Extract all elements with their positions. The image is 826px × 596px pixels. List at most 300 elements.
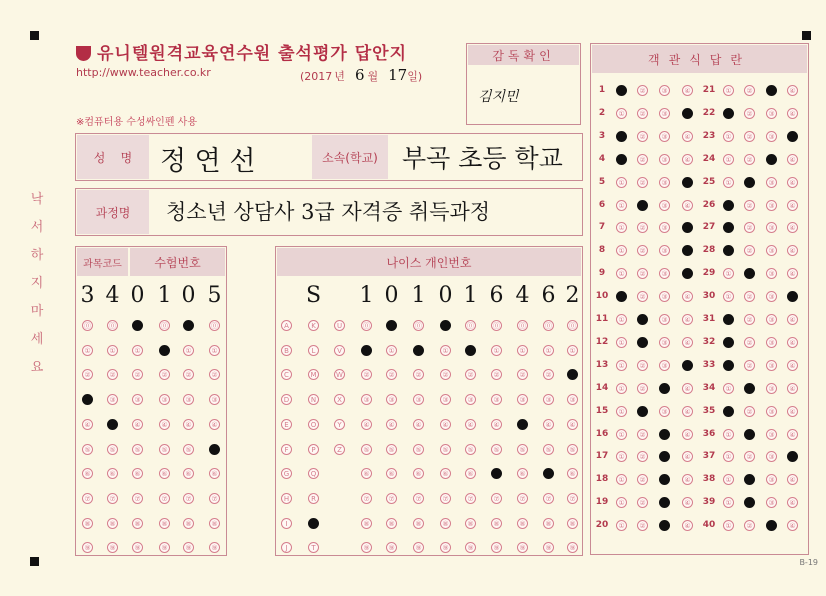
neis-digit-bubble[interactable]: ②	[413, 369, 424, 380]
neis-digit-bubble[interactable]: ②	[465, 369, 476, 380]
answer-bubble[interactable]: ②	[637, 451, 648, 462]
answer-bubble[interactable]: ②	[744, 268, 755, 279]
neis-digit-bubble[interactable]: ③	[465, 394, 476, 405]
answer-bubble[interactable]: ①	[616, 154, 627, 165]
course-code-bubble[interactable]: ①	[132, 345, 143, 356]
answer-bubble[interactable]: ③	[766, 268, 777, 279]
answer-bubble[interactable]: ②	[744, 85, 755, 96]
neis-digit-bubble[interactable]: ②	[440, 369, 451, 380]
neis-digit-bubble[interactable]: ④	[543, 419, 554, 430]
answer-bubble[interactable]: ④	[787, 360, 798, 371]
answer-bubble[interactable]: ③	[766, 85, 777, 96]
answer-bubble[interactable]: ④	[682, 474, 693, 485]
answer-bubble[interactable]: ④	[787, 451, 798, 462]
answer-bubble[interactable]: ④	[682, 154, 693, 165]
course-code-bubble[interactable]: ⑧	[183, 518, 194, 529]
neis-digit-bubble[interactable]: ⑥	[440, 468, 451, 479]
answer-bubble[interactable]: ③	[659, 406, 670, 417]
neis-digit-bubble[interactable]: ⓪	[467, 322, 474, 330]
answer-bubble[interactable]: ①	[616, 291, 627, 302]
answer-bubble[interactable]: ③	[766, 429, 777, 440]
answer-bubble[interactable]: ①	[723, 520, 734, 531]
answer-bubble[interactable]: ②	[744, 474, 755, 485]
answer-bubble[interactable]: ②	[637, 200, 648, 211]
answer-bubble[interactable]: ①	[723, 177, 734, 188]
answer-bubble[interactable]: ④	[787, 154, 798, 165]
course-code-bubble[interactable]: ⑨	[183, 542, 194, 553]
neis-digit-bubble[interactable]: ⑥	[517, 468, 528, 479]
neis-digit-bubble[interactable]: ④	[440, 419, 451, 430]
answer-bubble[interactable]: ④	[787, 337, 798, 348]
answer-bubble[interactable]: ②	[637, 474, 648, 485]
answer-bubble[interactable]: ①	[723, 429, 734, 440]
neis-digit-bubble[interactable]: ①	[440, 345, 451, 356]
answer-bubble[interactable]: ③	[766, 451, 777, 462]
course-code-bubble[interactable]: ③	[159, 394, 170, 405]
neis-digit-bubble[interactable]: ①	[567, 345, 578, 356]
answer-bubble[interactable]: ④	[787, 383, 798, 394]
neis-letter-bubble[interactable]: N	[308, 394, 319, 405]
course-code-bubble[interactable]: ⓪	[161, 322, 168, 330]
neis-digit-bubble[interactable]: ⑧	[440, 518, 451, 529]
neis-digit-bubble[interactable]: ⑤	[386, 444, 397, 455]
answer-bubble[interactable]: ③	[766, 520, 777, 531]
answer-bubble[interactable]: ②	[744, 360, 755, 371]
course-code-bubble[interactable]: ⑦	[132, 493, 143, 504]
answer-bubble[interactable]: ③	[659, 222, 670, 233]
neis-digit-bubble[interactable]: ⑧	[465, 518, 476, 529]
neis-digit-bubble[interactable]: ①	[386, 345, 397, 356]
course-code-bubble[interactable]: ②	[107, 369, 118, 380]
neis-digit-bubble[interactable]: ⑧	[543, 518, 554, 529]
course-code-bubble[interactable]: ②	[209, 369, 220, 380]
course-code-bubble[interactable]: ①	[82, 345, 93, 356]
neis-digit-bubble[interactable]: ⑤	[361, 444, 372, 455]
answer-bubble[interactable]: ①	[723, 245, 734, 256]
course-code-bubble[interactable]: ⓪	[134, 322, 141, 330]
answer-bubble[interactable]: ②	[744, 131, 755, 142]
answer-bubble[interactable]: ②	[637, 429, 648, 440]
answer-bubble[interactable]: ③	[659, 85, 670, 96]
answer-bubble[interactable]: ③	[659, 474, 670, 485]
answer-bubble[interactable]: ①	[723, 474, 734, 485]
neis-letter-bubble[interactable]: J	[281, 542, 292, 553]
neis-digit-bubble[interactable]: ④	[413, 419, 424, 430]
neis-digit-bubble[interactable]: ④	[465, 419, 476, 430]
neis-digit-bubble[interactable]: ⑦	[567, 493, 578, 504]
answer-bubble[interactable]: ②	[637, 268, 648, 279]
answer-bubble[interactable]: ④	[682, 245, 693, 256]
neis-letter-bubble[interactable]: R	[308, 493, 319, 504]
neis-letter-bubble[interactable]: I	[281, 518, 292, 529]
course-code-bubble[interactable]: ⓪	[211, 322, 218, 330]
answer-bubble[interactable]: ④	[787, 520, 798, 531]
answer-bubble[interactable]: ②	[637, 497, 648, 508]
answer-bubble[interactable]: ④	[682, 383, 693, 394]
course-code-bubble[interactable]: ⑥	[159, 468, 170, 479]
course-code-bubble[interactable]: ①	[183, 345, 194, 356]
answer-bubble[interactable]: ①	[723, 200, 734, 211]
neis-letter-bubble[interactable]: P	[308, 444, 319, 455]
answer-bubble[interactable]: ①	[616, 85, 627, 96]
answer-bubble[interactable]: ②	[744, 222, 755, 233]
neis-digit-bubble[interactable]: ⑧	[517, 518, 528, 529]
neis-digit-bubble[interactable]: ②	[386, 369, 397, 380]
answer-bubble[interactable]: ④	[682, 291, 693, 302]
course-code-bubble[interactable]: ⑤	[132, 444, 143, 455]
answer-bubble[interactable]: ④	[682, 497, 693, 508]
answer-bubble[interactable]: ②	[637, 291, 648, 302]
neis-letter-bubble[interactable]: Y	[334, 419, 345, 430]
course-code-bubble[interactable]: ②	[82, 369, 93, 380]
answer-bubble[interactable]: ②	[744, 314, 755, 325]
neis-digit-bubble[interactable]: ⑦	[491, 493, 502, 504]
answer-bubble[interactable]: ④	[787, 108, 798, 119]
answer-bubble[interactable]: ③	[659, 108, 670, 119]
answer-bubble[interactable]: ④	[787, 314, 798, 325]
neis-digit-bubble[interactable]: ③	[386, 394, 397, 405]
neis-digit-bubble[interactable]: ③	[361, 394, 372, 405]
answer-bubble[interactable]: ①	[616, 383, 627, 394]
neis-digit-bubble[interactable]: ④	[567, 419, 578, 430]
answer-bubble[interactable]: ①	[616, 451, 627, 462]
neis-digit-bubble[interactable]: ②	[567, 369, 578, 380]
neis-letter-bubble[interactable]: O	[308, 419, 319, 430]
answer-bubble[interactable]: ①	[723, 383, 734, 394]
neis-digit-bubble[interactable]: ⑥	[543, 468, 554, 479]
answer-bubble[interactable]: ③	[766, 177, 777, 188]
answer-bubble[interactable]: ④	[787, 85, 798, 96]
neis-digit-bubble[interactable]: ⓪	[363, 322, 370, 330]
answer-bubble[interactable]: ④	[682, 451, 693, 462]
neis-digit-bubble[interactable]: ①	[491, 345, 502, 356]
neis-digit-bubble[interactable]: ⑦	[465, 493, 476, 504]
neis-digit-bubble[interactable]: ⓪	[545, 322, 552, 330]
answer-bubble[interactable]: ④	[787, 291, 798, 302]
course-code-bubble[interactable]: ⑥	[183, 468, 194, 479]
answer-bubble[interactable]: ①	[723, 131, 734, 142]
neis-letter-bubble[interactable]: W	[334, 369, 345, 380]
answer-bubble[interactable]: ①	[723, 268, 734, 279]
answer-bubble[interactable]: ②	[637, 314, 648, 325]
neis-digit-bubble[interactable]: ⓪	[442, 322, 449, 330]
answer-bubble[interactable]: ②	[637, 108, 648, 119]
neis-digit-bubble[interactable]: ⑨	[440, 542, 451, 553]
answer-bubble[interactable]: ④	[787, 222, 798, 233]
course-code-bubble[interactable]: ⑤	[209, 444, 220, 455]
neis-digit-bubble[interactable]: ③	[543, 394, 554, 405]
neis-letter-bubble[interactable]: C	[281, 369, 292, 380]
course-code-bubble[interactable]: ⑤	[82, 444, 93, 455]
answer-bubble[interactable]: ③	[659, 314, 670, 325]
answer-bubble[interactable]: ④	[682, 520, 693, 531]
neis-digit-bubble[interactable]: ⑨	[543, 542, 554, 553]
answer-bubble[interactable]: ①	[723, 337, 734, 348]
neis-letter-bubble[interactable]: A	[281, 320, 292, 331]
neis-digit-bubble[interactable]: ⑤	[567, 444, 578, 455]
answer-bubble[interactable]: ①	[723, 451, 734, 462]
neis-digit-bubble[interactable]: ⑥	[465, 468, 476, 479]
course-code-bubble[interactable]: ③	[107, 394, 118, 405]
answer-bubble[interactable]: ②	[637, 360, 648, 371]
answer-bubble[interactable]: ④	[682, 85, 693, 96]
answer-bubble[interactable]: ②	[744, 337, 755, 348]
answer-bubble[interactable]: ①	[723, 406, 734, 417]
answer-bubble[interactable]: ③	[766, 108, 777, 119]
course-code-bubble[interactable]: ①	[209, 345, 220, 356]
answer-bubble[interactable]: ②	[637, 406, 648, 417]
answer-bubble[interactable]: ②	[637, 222, 648, 233]
course-code-bubble[interactable]: ⑥	[107, 468, 118, 479]
answer-bubble[interactable]: ④	[682, 337, 693, 348]
answer-bubble[interactable]: ③	[659, 429, 670, 440]
neis-digit-bubble[interactable]: ⑨	[567, 542, 578, 553]
answer-bubble[interactable]: ②	[744, 291, 755, 302]
neis-digit-bubble[interactable]: ⑨	[517, 542, 528, 553]
answer-bubble[interactable]: ③	[659, 291, 670, 302]
answer-bubble[interactable]: ①	[616, 360, 627, 371]
course-code-bubble[interactable]: ⑤	[183, 444, 194, 455]
course-code-bubble[interactable]: ⑤	[107, 444, 118, 455]
neis-digit-bubble[interactable]: ⑤	[413, 444, 424, 455]
answer-bubble[interactable]: ④	[787, 497, 798, 508]
neis-digit-bubble[interactable]: ②	[491, 369, 502, 380]
answer-bubble[interactable]: ①	[616, 474, 627, 485]
answer-bubble[interactable]: ①	[616, 337, 627, 348]
answer-bubble[interactable]: ③	[766, 245, 777, 256]
neis-digit-bubble[interactable]: ⑦	[386, 493, 397, 504]
answer-bubble[interactable]: ①	[616, 108, 627, 119]
course-code-bubble[interactable]: ②	[183, 369, 194, 380]
course-code-bubble[interactable]: ④	[107, 419, 118, 430]
neis-digit-bubble[interactable]: ④	[491, 419, 502, 430]
answer-bubble[interactable]: ②	[744, 245, 755, 256]
neis-digit-bubble[interactable]: ⑦	[440, 493, 451, 504]
answer-bubble[interactable]: ①	[616, 520, 627, 531]
neis-digit-bubble[interactable]: ⑧	[567, 518, 578, 529]
neis-letter-bubble[interactable]: E	[281, 419, 292, 430]
answer-bubble[interactable]: ④	[682, 268, 693, 279]
answer-bubble[interactable]: ④	[682, 360, 693, 371]
answer-bubble[interactable]: ①	[616, 429, 627, 440]
answer-bubble[interactable]: ③	[659, 131, 670, 142]
answer-bubble[interactable]: ③	[659, 154, 670, 165]
neis-digit-bubble[interactable]: ⑨	[386, 542, 397, 553]
neis-digit-bubble[interactable]: ⑧	[491, 518, 502, 529]
neis-digit-bubble[interactable]: ⑦	[517, 493, 528, 504]
answer-bubble[interactable]: ②	[637, 520, 648, 531]
answer-bubble[interactable]: ④	[787, 200, 798, 211]
neis-digit-bubble[interactable]: ⑨	[413, 542, 424, 553]
neis-digit-bubble[interactable]: ⑧	[386, 518, 397, 529]
neis-digit-bubble[interactable]: ⑤	[543, 444, 554, 455]
answer-bubble[interactable]: ①	[723, 291, 734, 302]
answer-bubble[interactable]: ②	[637, 154, 648, 165]
neis-digit-bubble[interactable]: ①	[517, 345, 528, 356]
neis-digit-bubble[interactable]: ⑨	[361, 542, 372, 553]
answer-bubble[interactable]: ④	[682, 314, 693, 325]
course-code-bubble[interactable]: ⑥	[82, 468, 93, 479]
answer-bubble[interactable]: ①	[723, 314, 734, 325]
answer-bubble[interactable]: ①	[616, 497, 627, 508]
answer-bubble[interactable]: ③	[659, 451, 670, 462]
neis-digit-bubble[interactable]: ③	[413, 394, 424, 405]
neis-digit-bubble[interactable]: ⓪	[493, 322, 500, 330]
course-code-bubble[interactable]: ④	[183, 419, 194, 430]
answer-bubble[interactable]: ①	[616, 406, 627, 417]
answer-bubble[interactable]: ①	[616, 268, 627, 279]
course-code-bubble[interactable]: ②	[132, 369, 143, 380]
course-code-bubble[interactable]: ⑨	[209, 542, 220, 553]
neis-letter-bubble[interactable]: Z	[334, 444, 345, 455]
neis-digit-bubble[interactable]: ⑦	[543, 493, 554, 504]
answer-bubble[interactable]: ④	[787, 429, 798, 440]
neis-digit-bubble[interactable]: ⑥	[567, 468, 578, 479]
answer-bubble[interactable]: ①	[616, 131, 627, 142]
answer-bubble[interactable]: ①	[616, 200, 627, 211]
answer-bubble[interactable]: ①	[723, 154, 734, 165]
course-code-bubble[interactable]: ⑦	[82, 493, 93, 504]
course-code-bubble[interactable]: ⑨	[132, 542, 143, 553]
neis-digit-bubble[interactable]: ③	[440, 394, 451, 405]
answer-bubble[interactable]: ③	[659, 268, 670, 279]
neis-digit-bubble[interactable]: ⑥	[361, 468, 372, 479]
answer-bubble[interactable]: ②	[744, 108, 755, 119]
answer-bubble[interactable]: ②	[744, 383, 755, 394]
answer-bubble[interactable]: ②	[637, 177, 648, 188]
neis-digit-bubble[interactable]: ②	[543, 369, 554, 380]
neis-letter-bubble[interactable]: D	[281, 394, 292, 405]
neis-letter-bubble[interactable]: S	[308, 518, 319, 529]
neis-digit-bubble[interactable]: ⑥	[413, 468, 424, 479]
answer-bubble[interactable]: ①	[723, 360, 734, 371]
neis-digit-bubble[interactable]: ②	[361, 369, 372, 380]
answer-bubble[interactable]: ②	[744, 451, 755, 462]
course-code-bubble[interactable]: ④	[132, 419, 143, 430]
neis-letter-bubble[interactable]: M	[308, 369, 319, 380]
course-code-bubble[interactable]: ②	[159, 369, 170, 380]
neis-digit-bubble[interactable]: ②	[517, 369, 528, 380]
neis-digit-bubble[interactable]: ⑦	[361, 493, 372, 504]
answer-bubble[interactable]: ①	[723, 497, 734, 508]
course-code-bubble[interactable]: ⓪	[185, 322, 192, 330]
course-code-bubble[interactable]: ⑥	[209, 468, 220, 479]
answer-bubble[interactable]: ③	[766, 360, 777, 371]
neis-letter-bubble[interactable]: Q	[308, 468, 319, 479]
neis-digit-bubble[interactable]: ⑧	[361, 518, 372, 529]
course-code-bubble[interactable]: ③	[82, 394, 93, 405]
answer-bubble[interactable]: ②	[637, 85, 648, 96]
course-code-bubble[interactable]: ⑦	[159, 493, 170, 504]
neis-digit-bubble[interactable]: ③	[491, 394, 502, 405]
answer-bubble[interactable]: ②	[637, 245, 648, 256]
answer-bubble[interactable]: ③	[766, 222, 777, 233]
answer-bubble[interactable]: ③	[659, 383, 670, 394]
answer-bubble[interactable]: ④	[787, 268, 798, 279]
answer-bubble[interactable]: ④	[787, 406, 798, 417]
answer-bubble[interactable]: ③	[659, 520, 670, 531]
answer-bubble[interactable]: ③	[766, 497, 777, 508]
answer-bubble[interactable]: ②	[744, 154, 755, 165]
answer-bubble[interactable]: ③	[766, 291, 777, 302]
neis-letter-bubble[interactable]: F	[281, 444, 292, 455]
answer-bubble[interactable]: ②	[637, 337, 648, 348]
answer-bubble[interactable]: ③	[766, 131, 777, 142]
neis-digit-bubble[interactable]: ⑨	[465, 542, 476, 553]
answer-bubble[interactable]: ③	[766, 383, 777, 394]
course-code-bubble[interactable]: ⑦	[107, 493, 118, 504]
answer-bubble[interactable]: ③	[659, 177, 670, 188]
answer-bubble[interactable]: ④	[682, 222, 693, 233]
answer-bubble[interactable]: ③	[766, 314, 777, 325]
neis-letter-bubble[interactable]: G	[281, 468, 292, 479]
neis-digit-bubble[interactable]: ⑤	[440, 444, 451, 455]
answer-bubble[interactable]: ②	[744, 429, 755, 440]
neis-letter-bubble[interactable]: L	[308, 345, 319, 356]
course-code-bubble[interactable]: ⑤	[159, 444, 170, 455]
neis-digit-bubble[interactable]: ①	[361, 345, 372, 356]
neis-digit-bubble[interactable]: ⑨	[491, 542, 502, 553]
course-code-bubble[interactable]: ③	[132, 394, 143, 405]
neis-digit-bubble[interactable]: ③	[567, 394, 578, 405]
neis-letter-bubble[interactable]: B	[281, 345, 292, 356]
neis-letter-bubble[interactable]: X	[334, 394, 345, 405]
answer-bubble[interactable]: ③	[766, 337, 777, 348]
neis-letter-bubble[interactable]: H	[281, 493, 292, 504]
answer-bubble[interactable]: ②	[744, 520, 755, 531]
answer-bubble[interactable]: ①	[723, 108, 734, 119]
answer-bubble[interactable]: ④	[787, 131, 798, 142]
answer-bubble[interactable]: ①	[723, 85, 734, 96]
answer-bubble[interactable]: ②	[744, 200, 755, 211]
neis-letter-bubble[interactable]: V	[334, 345, 345, 356]
answer-bubble[interactable]: ②	[744, 177, 755, 188]
answer-bubble[interactable]: ④	[787, 245, 798, 256]
neis-digit-bubble[interactable]: ⑤	[465, 444, 476, 455]
answer-bubble[interactable]: ④	[682, 406, 693, 417]
neis-digit-bubble[interactable]: ⑤	[517, 444, 528, 455]
neis-letter-bubble[interactable]: U	[334, 320, 345, 331]
course-code-bubble[interactable]: ④	[82, 419, 93, 430]
neis-digit-bubble[interactable]: ①	[413, 345, 424, 356]
answer-bubble[interactable]: ②	[637, 131, 648, 142]
neis-digit-bubble[interactable]: ⑦	[413, 493, 424, 504]
course-code-bubble[interactable]: ①	[159, 345, 170, 356]
neis-digit-bubble[interactable]: ⓪	[388, 322, 395, 330]
course-code-bubble[interactable]: ⑧	[107, 518, 118, 529]
neis-digit-bubble[interactable]: ④	[361, 419, 372, 430]
course-code-bubble[interactable]: ③	[183, 394, 194, 405]
course-code-bubble[interactable]: ⑨	[159, 542, 170, 553]
course-code-bubble[interactable]: ⑧	[132, 518, 143, 529]
answer-bubble[interactable]: ①	[616, 222, 627, 233]
neis-letter-bubble[interactable]: K	[308, 320, 319, 331]
course-code-bubble[interactable]: ⑦	[183, 493, 194, 504]
answer-bubble[interactable]: ②	[637, 383, 648, 394]
course-code-bubble[interactable]: ⑥	[132, 468, 143, 479]
course-code-bubble[interactable]: ⓪	[109, 322, 116, 330]
answer-bubble[interactable]: ③	[766, 474, 777, 485]
answer-bubble[interactable]: ①	[723, 222, 734, 233]
course-code-bubble[interactable]: ⑨	[107, 542, 118, 553]
answer-bubble[interactable]: ④	[682, 177, 693, 188]
neis-digit-bubble[interactable]: ①	[465, 345, 476, 356]
course-code-bubble[interactable]: ⑨	[82, 542, 93, 553]
neis-digit-bubble[interactable]: ⑤	[491, 444, 502, 455]
neis-letter-bubble[interactable]: T	[308, 542, 319, 553]
neis-digit-bubble[interactable]: ⓪	[415, 322, 422, 330]
answer-bubble[interactable]: ③	[659, 497, 670, 508]
